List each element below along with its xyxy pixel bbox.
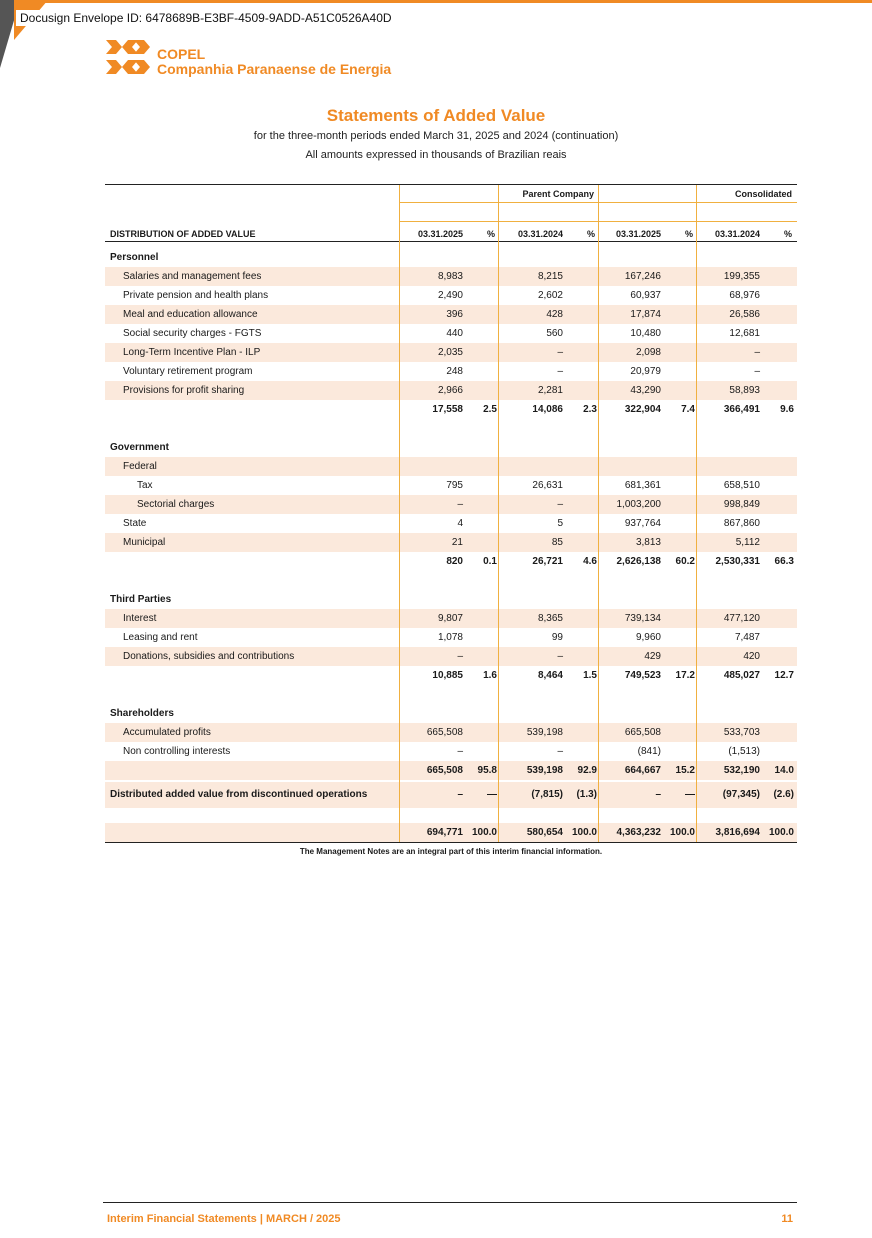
- amount-cell: 68,976: [729, 290, 760, 301]
- amount-cell: 199,355: [723, 271, 760, 282]
- percent-cell: 66.3: [774, 556, 794, 567]
- amount-cell: 12,681: [729, 328, 760, 339]
- group-rule: [599, 202, 797, 203]
- copel-logo-icon: [106, 40, 150, 80]
- table-row: [105, 514, 797, 533]
- subtotal-row: [105, 761, 797, 780]
- header-pct-2: %: [586, 229, 595, 239]
- discontinued-label: Distributed added value from discontinued operations: [110, 789, 368, 800]
- row-label: Sectorial charges: [137, 499, 215, 510]
- table-row: [105, 343, 797, 362]
- column-divider: [498, 185, 499, 842]
- amount-cell: 2,098: [635, 347, 661, 358]
- amount-cell: 85: [551, 537, 563, 548]
- amount-cell: 2,281: [537, 385, 563, 396]
- row-label: Long-Term Incentive Plan - ILP: [123, 347, 261, 358]
- amount-cell: 8,464: [537, 670, 563, 681]
- spacer-row: [105, 419, 797, 438]
- amount-cell: 8,215: [537, 271, 563, 282]
- amount-cell: 7,487: [734, 632, 760, 643]
- table-row: [105, 609, 797, 628]
- amount-cell: 17,558: [432, 404, 463, 415]
- amount-cell: 2,966: [437, 385, 463, 396]
- amount-cell: 1,003,200: [616, 499, 661, 510]
- amount-cell: 26,586: [729, 309, 760, 320]
- table-top-rule: [105, 184, 797, 185]
- discontinued-row: [105, 782, 797, 808]
- percent-cell: 92.9: [577, 765, 597, 776]
- amount-cell: 3,816,694: [715, 827, 760, 838]
- footer-rule: [103, 1202, 797, 1203]
- row-label: Third Parties: [110, 594, 172, 605]
- row-label: Donations, subsidies and contributions: [123, 651, 295, 662]
- amount-cell: 560: [546, 328, 563, 339]
- subtotal-row: [105, 666, 797, 685]
- table-row: [105, 286, 797, 305]
- percent-cell: (2.6): [773, 789, 794, 800]
- amount-cell: 14,086: [532, 404, 563, 415]
- table-row: [105, 723, 797, 742]
- row-label: Government: [110, 442, 169, 453]
- amount-cell: –: [557, 499, 563, 510]
- row-label: Non controlling interests: [123, 746, 231, 757]
- amount-cell: –: [557, 651, 563, 662]
- footer-title: Interim Financial Statements | MARCH / 2025: [107, 1213, 341, 1225]
- column-divider: [696, 185, 697, 842]
- amount-cell: 532,190: [723, 765, 760, 776]
- percent-cell: 15.2: [675, 765, 695, 776]
- amount-cell: 10,480: [630, 328, 661, 339]
- group-rule: [400, 202, 598, 203]
- amount-cell: 26,721: [532, 556, 563, 567]
- column-divider: [598, 185, 599, 842]
- amount-cell: 4,363,232: [616, 827, 661, 838]
- percent-cell: —: [685, 789, 695, 800]
- amount-cell: 248: [446, 366, 463, 377]
- amount-cell: 694,771: [426, 827, 463, 838]
- amount-cell: 795: [446, 480, 463, 491]
- amount-cell: 167,246: [624, 271, 661, 282]
- amount-cell: 580,654: [526, 827, 563, 838]
- percent-cell: 100.0: [471, 827, 497, 838]
- percent-cell: 100.0: [669, 827, 695, 838]
- table-row: [105, 495, 797, 514]
- amount-cell: 5,112: [735, 537, 760, 548]
- percent-cell: 7.4: [681, 404, 695, 415]
- amount-cell: 43,290: [630, 385, 661, 396]
- row-label: Interest: [123, 613, 157, 624]
- amount-cell: 665,508: [426, 727, 463, 738]
- percent-cell: 100.0: [571, 827, 597, 838]
- amount-cell: (7,815): [531, 789, 563, 800]
- row-label: Social security charges - FGTS: [123, 328, 262, 339]
- group-parent-company: Parent Company: [522, 189, 594, 199]
- amount-cell: 681,361: [624, 480, 661, 491]
- amount-cell: –: [557, 746, 563, 757]
- amount-cell: 440: [446, 328, 463, 339]
- percent-cell: —: [487, 789, 497, 800]
- amount-cell: –: [754, 347, 760, 358]
- table-row: [105, 476, 797, 495]
- percent-cell: 2.3: [583, 404, 597, 415]
- amount-cell: 396: [446, 309, 463, 320]
- amount-cell: 429: [644, 651, 661, 662]
- total-row: [105, 823, 797, 842]
- amount-cell: 539,198: [526, 765, 563, 776]
- amount-cell: 60,937: [630, 290, 661, 301]
- amount-cell: 867,860: [723, 518, 760, 529]
- table-row: [105, 362, 797, 381]
- amount-cell: 17,874: [630, 309, 661, 320]
- subtotal-row: [105, 552, 797, 571]
- amount-cell: 665,508: [426, 765, 463, 776]
- page-title: Statements of Added Value: [326, 106, 546, 125]
- percent-cell: 12.7: [774, 670, 794, 681]
- amount-cell: 539,198: [526, 727, 563, 738]
- amount-cell: 420: [743, 651, 760, 662]
- table-row: [105, 647, 797, 666]
- row-label: Meal and education allowance: [123, 309, 258, 320]
- percent-cell: 9.6: [780, 404, 794, 415]
- amount-cell: –: [457, 746, 463, 757]
- table-header: [105, 224, 797, 242]
- amount-cell: 477,120: [723, 613, 760, 624]
- amount-cell: –: [655, 789, 661, 800]
- spacer-row: [105, 685, 797, 704]
- percent-cell: 95.8: [477, 765, 497, 776]
- header-col-4: 03.31.2024: [714, 229, 760, 239]
- amount-cell: 485,027: [723, 670, 760, 681]
- amount-cell: 8,983: [437, 271, 463, 282]
- amount-cell: 5: [557, 518, 563, 529]
- row-label: State: [123, 518, 147, 529]
- subtitle-period: for the three-month periods ended March 31, 2025 and 2024 (continuation): [253, 130, 619, 142]
- amount-cell: 820: [446, 556, 463, 567]
- table-row: [105, 305, 797, 324]
- amount-cell: 2,602: [537, 290, 563, 301]
- percent-cell: 1.6: [483, 670, 497, 681]
- footnote: The Management Notes are an integral part of this interim financial information.: [299, 847, 603, 856]
- amount-cell: 998,849: [723, 499, 760, 510]
- table-bottom-rule: [105, 842, 797, 843]
- percent-cell: 0.1: [483, 556, 497, 567]
- header-label: DISTRIBUTION OF ADDED VALUE: [110, 229, 256, 239]
- amount-cell: 428: [546, 309, 563, 320]
- group-consolidated: Consolidated: [734, 189, 792, 199]
- row-label: Tax: [137, 480, 153, 491]
- percent-cell: 17.2: [675, 670, 695, 681]
- amount-cell: 26,631: [532, 480, 563, 491]
- row-label: Voluntary retirement program: [123, 366, 253, 377]
- amount-cell: 4: [457, 518, 463, 529]
- percent-cell: 4.6: [583, 556, 597, 567]
- header-pct-1: %: [486, 229, 495, 239]
- row-label: Shareholders: [110, 708, 174, 719]
- amount-cell: 658,510: [723, 480, 760, 491]
- subtitle-currency: All amounts expressed in thousands of Brazilian reais: [305, 149, 567, 161]
- amount-cell: 2,626,138: [616, 556, 661, 567]
- amount-cell: 2,530,331: [715, 556, 760, 567]
- header-pct-3: %: [684, 229, 693, 239]
- amount-cell: 1,078: [437, 632, 463, 643]
- table-row: [105, 381, 797, 400]
- amount-cell: 99: [551, 632, 563, 643]
- amount-cell: 739,134: [624, 613, 661, 624]
- table-row: [105, 533, 797, 552]
- percent-cell: 100.0: [768, 827, 794, 838]
- table-row: [105, 457, 797, 476]
- percent-cell: 14.0: [774, 765, 794, 776]
- amount-cell: 20,979: [630, 366, 661, 377]
- amount-cell: 9,960: [635, 632, 661, 643]
- row-label: Salaries and management fees: [123, 271, 262, 282]
- amount-cell: 8,365: [537, 613, 563, 624]
- amount-cell: 2,035: [437, 347, 463, 358]
- percent-cell: 60.2: [675, 556, 695, 567]
- group-rule: [400, 221, 598, 222]
- amount-cell: 664,667: [624, 765, 661, 776]
- amount-cell: –: [557, 347, 563, 358]
- row-label: Federal: [123, 461, 157, 472]
- spacer-row: [105, 571, 797, 590]
- amount-cell: 322,904: [624, 404, 661, 415]
- amount-cell: (841): [637, 746, 661, 757]
- row-label: Accumulated profits: [123, 727, 211, 738]
- amount-cell: 58,893: [729, 385, 760, 396]
- amount-cell: 10,885: [432, 670, 463, 681]
- subtotal-row: [105, 400, 797, 419]
- table-row: [105, 248, 797, 267]
- amount-cell: 749,523: [624, 670, 661, 681]
- table-row: [105, 267, 797, 286]
- brand-full: Companhia Paranaense de Energia: [157, 61, 392, 77]
- header-col-1: 03.31.2025: [417, 229, 463, 239]
- table-row: [105, 590, 797, 609]
- table-row: [105, 628, 797, 647]
- group-rule: [599, 221, 797, 222]
- amount-cell: –: [457, 789, 463, 800]
- amount-cell: 665,508: [624, 727, 661, 738]
- table-row: [105, 324, 797, 343]
- percent-cell: 2.5: [483, 404, 497, 415]
- row-label: Personnel: [110, 252, 159, 263]
- amount-cell: (1,513): [728, 746, 760, 757]
- row-label: Leasing and rent: [123, 632, 198, 643]
- amount-cell: –: [457, 499, 463, 510]
- brand-name: [157, 47, 391, 77]
- amount-cell: 937,764: [624, 518, 661, 529]
- amount-cell: 9,807: [437, 613, 463, 624]
- column-divider: [399, 185, 400, 842]
- amount-cell: –: [754, 366, 760, 377]
- envelope-id: Docusign Envelope ID: 6478689B-E3BF-4509-9ADD-A51C0526A40D: [16, 10, 396, 26]
- row-label: Provisions for profit sharing: [123, 385, 245, 396]
- amount-cell: 2,490: [437, 290, 463, 301]
- amount-cell: 366,491: [723, 404, 760, 415]
- page-number: 11: [781, 1213, 793, 1225]
- percent-cell: 1.5: [583, 670, 597, 681]
- amount-cell: –: [457, 651, 463, 662]
- header-col-3: 03.31.2025: [615, 229, 661, 239]
- amount-cell: 21: [451, 537, 463, 548]
- table-row: [105, 742, 797, 761]
- amount-cell: (97,345): [722, 789, 760, 800]
- row-label: Municipal: [123, 537, 166, 548]
- brand-short: COPEL: [157, 46, 206, 62]
- row-label: Private pension and health plans: [123, 290, 269, 301]
- table-row: [105, 438, 797, 457]
- amount-cell: 533,703: [723, 727, 760, 738]
- amount-cell: 3,813: [635, 537, 661, 548]
- percent-cell: (1.3): [576, 789, 597, 800]
- header-col-2: 03.31.2024: [517, 229, 563, 239]
- amount-cell: –: [557, 366, 563, 377]
- table-row: [105, 704, 797, 723]
- header-pct-4: %: [783, 229, 792, 239]
- top-accent-bar: [0, 0, 872, 3]
